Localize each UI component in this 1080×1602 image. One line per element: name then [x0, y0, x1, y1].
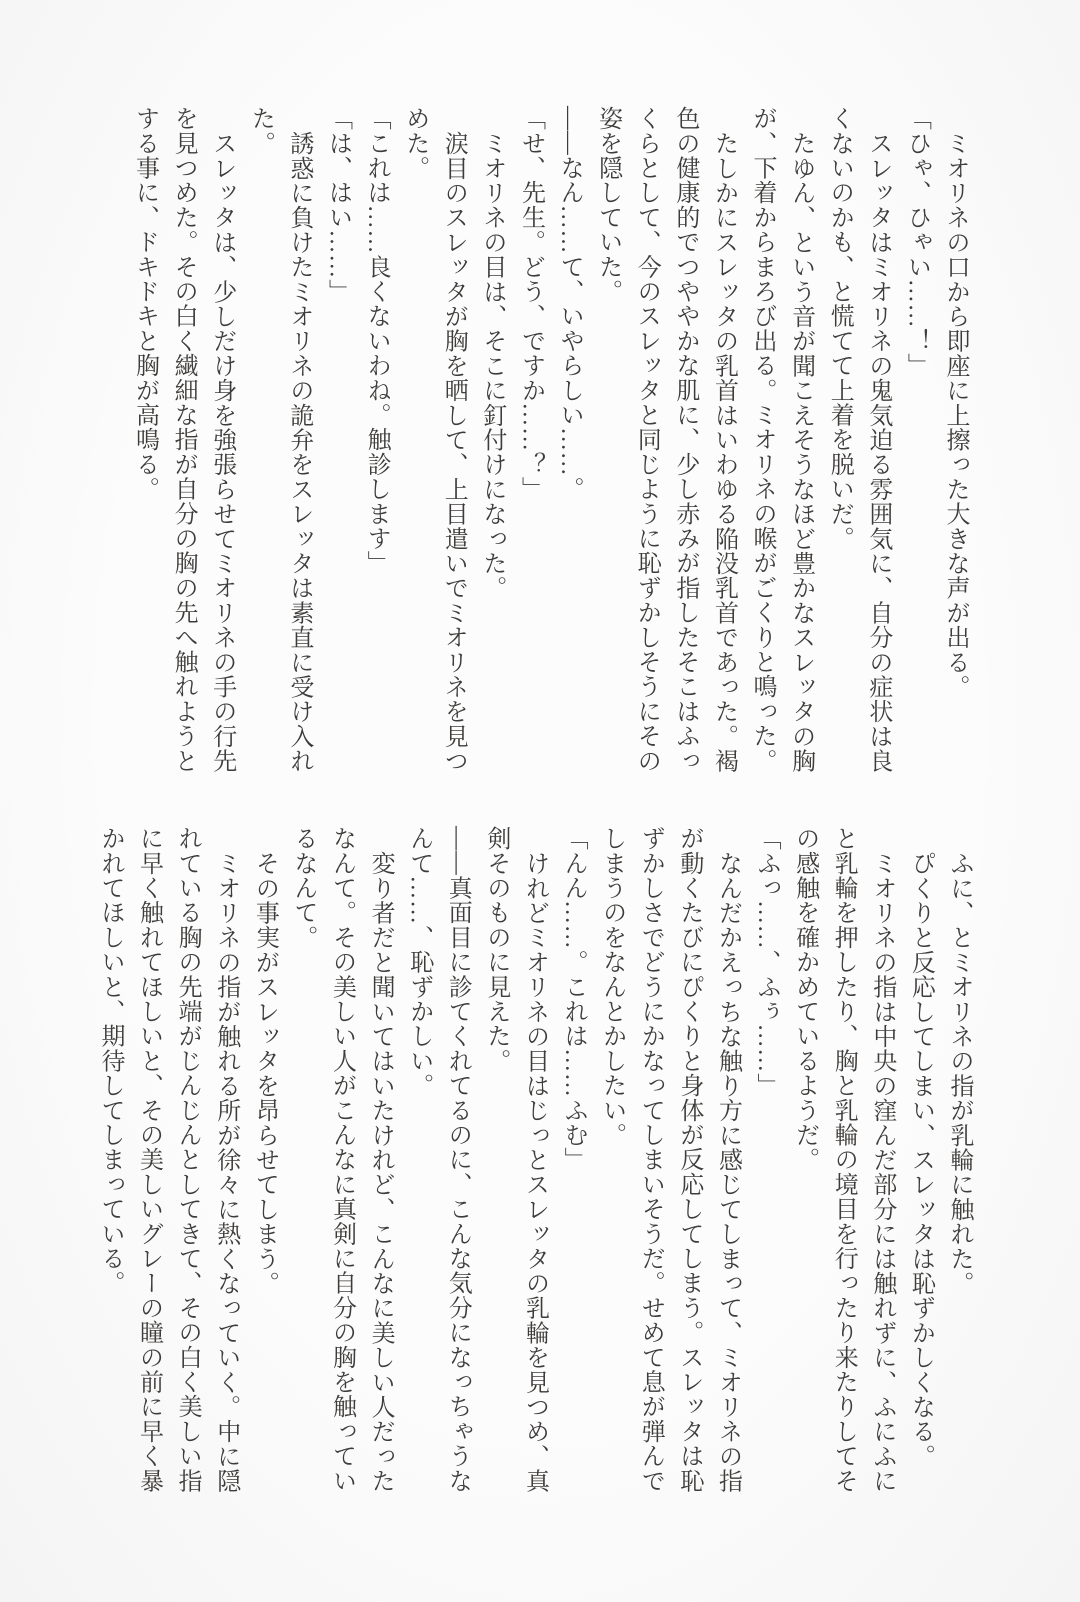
text-column: が動くたびにぴくりと身体が反応してしまう。スレッタは恥 [675, 826, 702, 1493]
text-column: する事に、ドキドキと胸が高鳴る。 [131, 106, 158, 502]
text-column: なんて。その美しい人がこんなに真剣に自分の胸を触ってい [328, 826, 355, 1493]
text-column: かれてほしいと、期待してしまっている。 [96, 826, 123, 1296]
text-column: ミオリネの目は、そこに釘付けになった。 [478, 130, 505, 600]
text-column: に早く触れてほしいと、その美しいグレーの瞳の前に早く暴 [135, 826, 162, 1493]
text-column: ぴくりと反応してしまい、スレッタは恥ずかしくなる。 [907, 850, 934, 1469]
text-column: めた。 [401, 106, 428, 181]
text-column: 「ひゃ、ひゃい……！」 [903, 106, 930, 378]
text-column: ——真面目に診てくれてるのに、こんな気分になっちゃうな [444, 826, 471, 1493]
text-column: 「んん……。これは……ふむ」 [560, 826, 587, 1172]
text-column: ミオリネの指は中央の窪んだ部分には触れずに、ふにふに [868, 850, 895, 1493]
text-column: しまうのをなんとかしたい。 [598, 826, 625, 1148]
text-column: 「せ、先生。どう、ですか……？」 [517, 106, 544, 502]
text-column: たしかにスレッタの乳首はいわゆる陥没乳首であった。褐 [710, 130, 737, 773]
text-column: が、下着からまろび出る。ミオリネの喉がごくりと鳴った。 [749, 106, 776, 773]
text-column: れている胸の先端がじんじんとしてきて、その白く美しい指 [174, 826, 201, 1493]
text-column: 「これは……良くないわね。触診します」 [363, 106, 390, 576]
text-column: なんだかえっちな触り方に感じてしまって、ミオリネの指 [714, 850, 741, 1493]
text-column: 「は、はい……」 [324, 106, 351, 304]
text-column: 誘惑に負けたミオリネの詭弁をスレッタは素直に受け入れ [285, 130, 312, 773]
text-column: 色の健康的でつややかな肌に、少し赤みが指したそこはふっ [671, 106, 698, 773]
text-column: の感触を確かめているようだ。 [791, 826, 818, 1172]
text-column: ふに、とミオリネの指が乳輪に触れた。 [946, 850, 972, 1296]
text-column: くないのかも、と慌てて上着を脱いだ。 [826, 106, 853, 551]
text-column: 「ふっ……、ふぅ……」 [753, 826, 780, 1098]
text-column: ミオリネの指が触れる所が徐々に熱くなっていく。中に隠 [212, 850, 239, 1493]
text-column: けれどミオリネの目はじっとスレッタの乳輪を見つめ、真 [521, 850, 548, 1493]
text-column: くらとして、今のスレッタと同じように恥ずかしそうにその [633, 106, 660, 773]
text-column: ——なん……て、いやらしい……。 [556, 106, 583, 502]
text-column: 姿を隠していた。 [594, 106, 621, 304]
text-column: るなんて。 [289, 826, 316, 950]
text-column: ミオリネの口から即座に上擦った大きな声が出る。 [942, 130, 968, 699]
text-column: と乳輪を押したり、胸と乳輪の境目を行ったり来たりしてそ [830, 826, 857, 1493]
text-column: たゆん、という音が聞こえそうなほど豊かなスレッタの胸 [787, 130, 814, 773]
text-column: 変り者だと聞いてはいたけれど、こんなに美しい人だった [367, 850, 394, 1493]
text-column: スレッタはミオリネの鬼気迫る雰囲気に、自分の症状は良 [864, 130, 891, 773]
text-column: た。 [247, 106, 274, 156]
text-column: スレッタは、少しだけ身を強張らせてミオリネの手の行先 [208, 130, 235, 773]
text-column: を見つめた。その白く繊細な指が自分の胸の先へ触れようと [170, 106, 197, 773]
text-block-bottom [90, 826, 978, 1496]
text-column: その事実がスレッタを昂らせてしまう。 [251, 850, 278, 1296]
text-column: 剣そのものに見えた。 [482, 826, 509, 1073]
text-column: 涙目のスレッタが胸を晒して、上目遣いでミオリネを見つ [440, 130, 467, 773]
text-column: ずかしさでどうにかなってしまいそうだ。せめて息が弾んで [637, 826, 664, 1493]
text-column: んて……、恥ずかしい。 [405, 826, 432, 1098]
text-block-top [125, 106, 974, 776]
